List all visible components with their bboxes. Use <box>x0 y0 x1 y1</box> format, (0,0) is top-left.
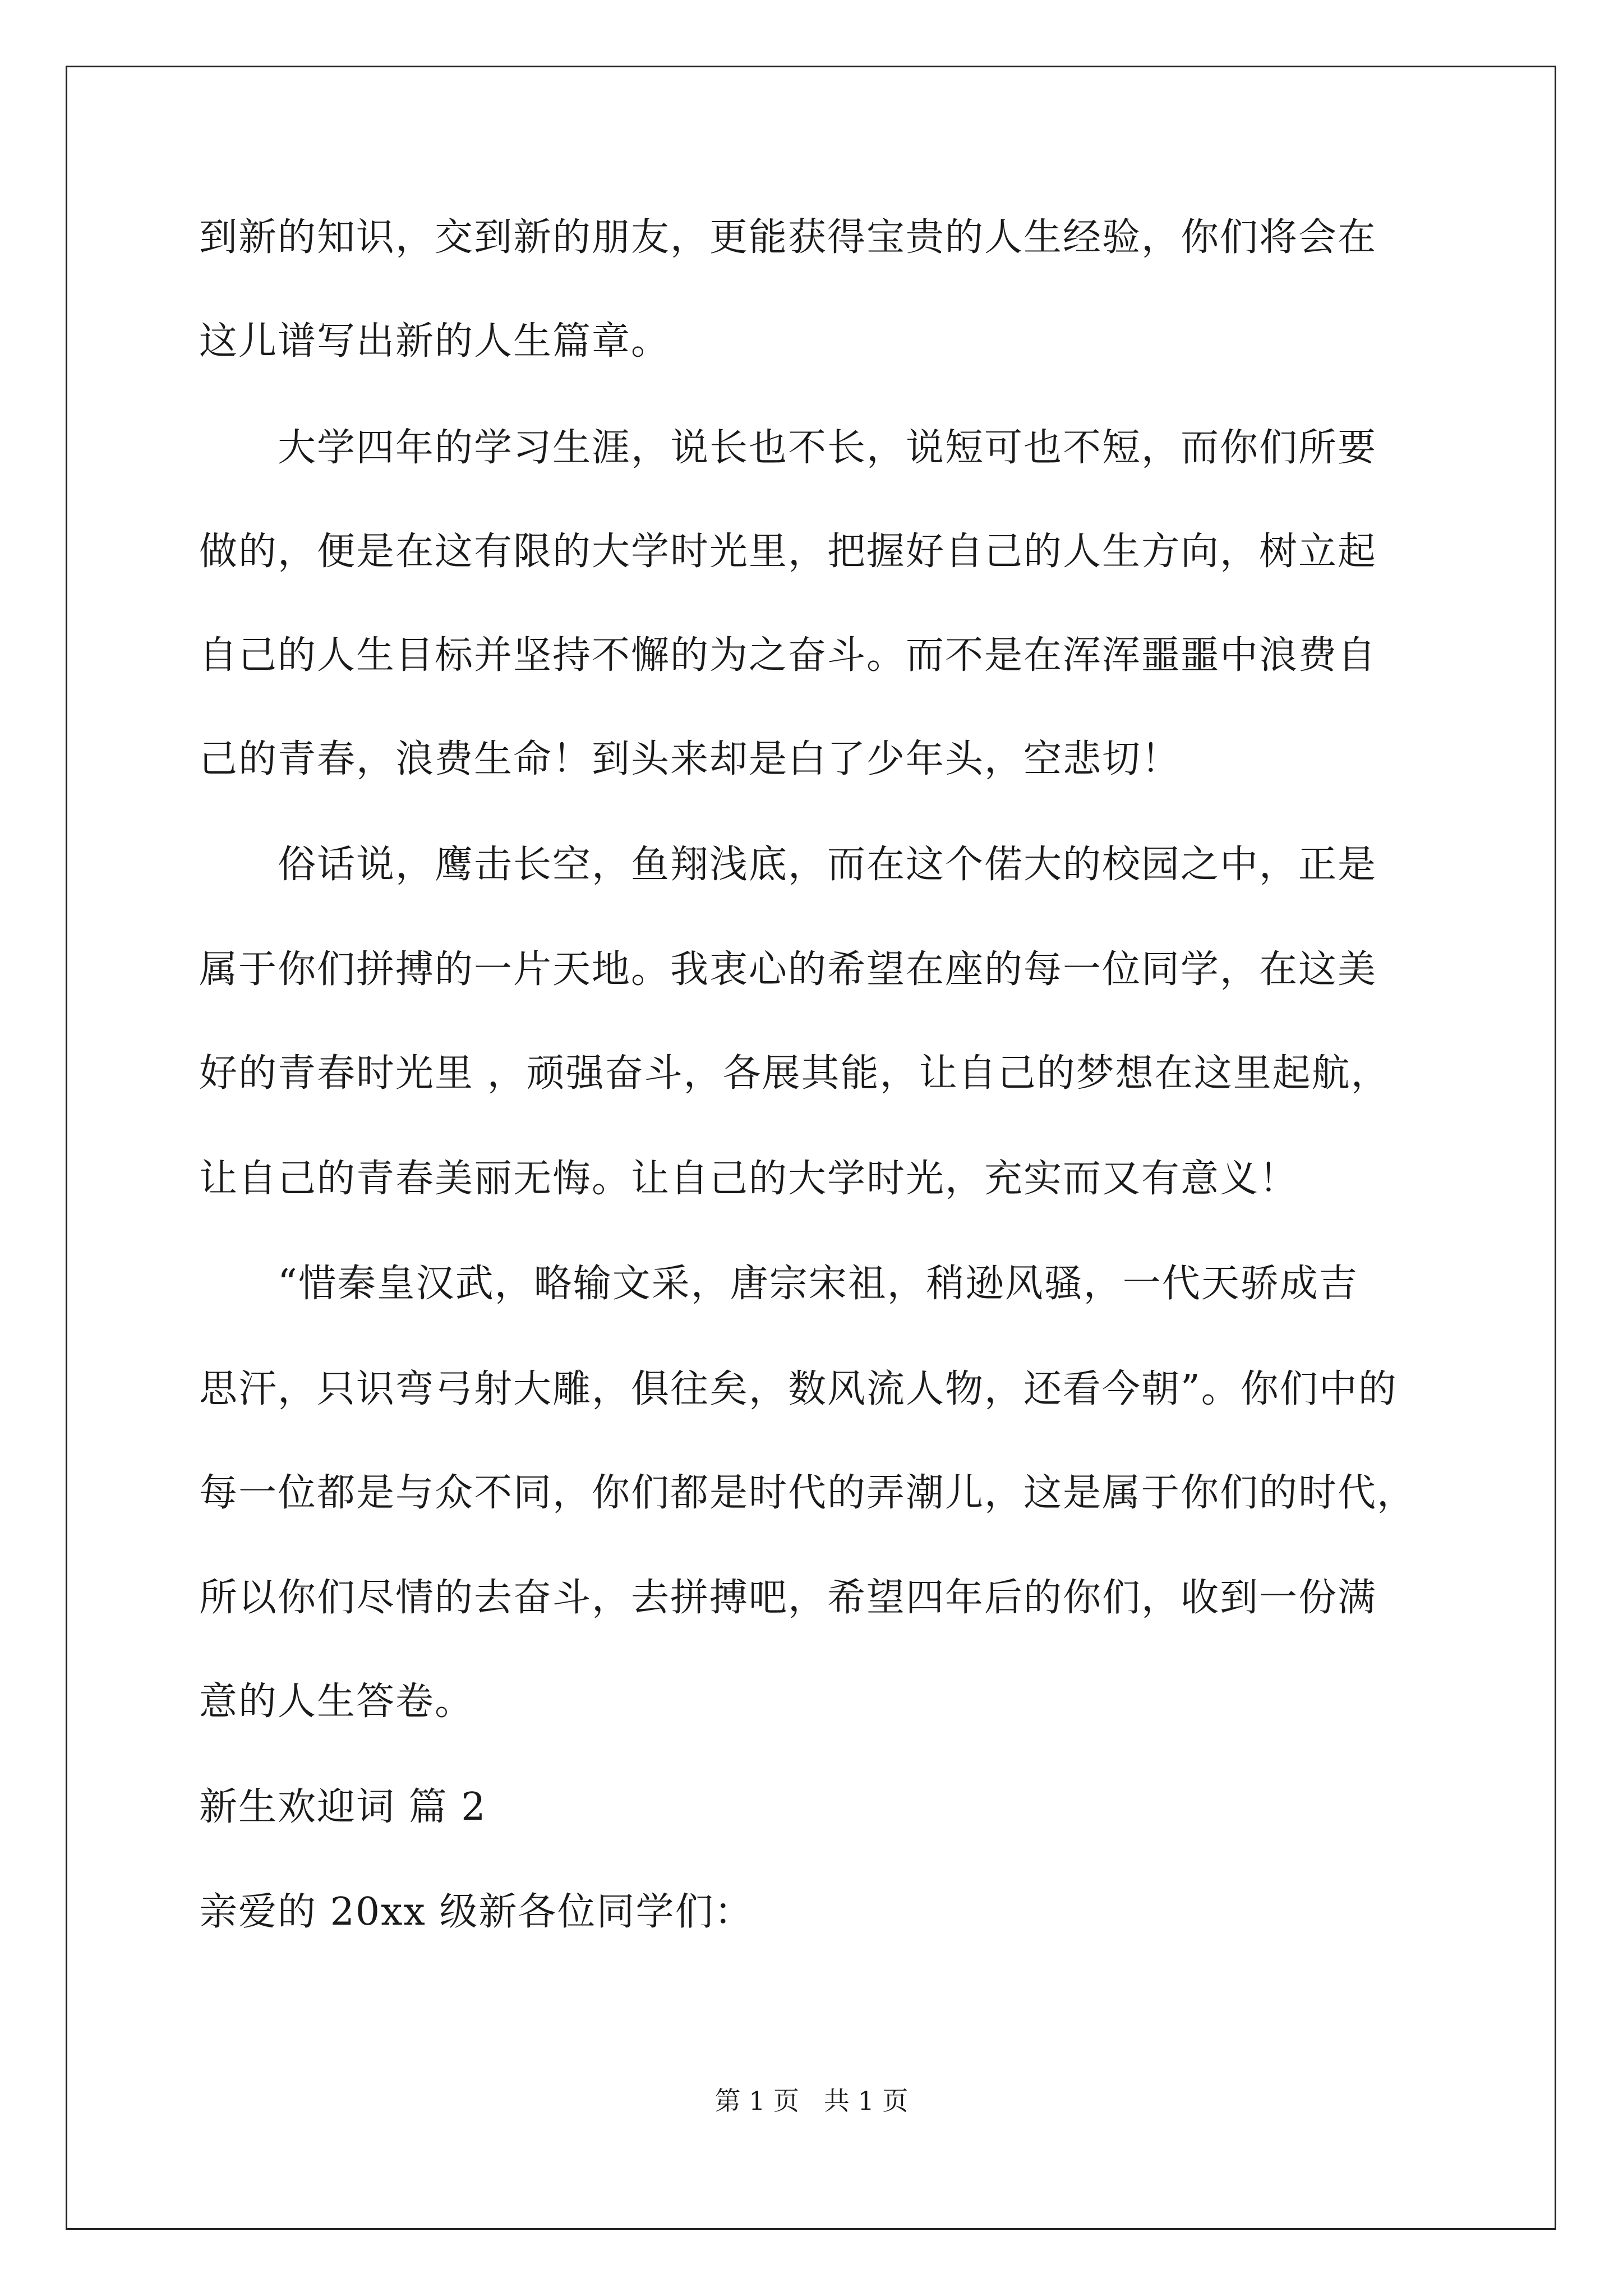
text-line: 好的青春时光里 ，顽强奋斗，各展其能，让自己的梦想在这里起航， <box>199 1051 1390 1096</box>
text-line: 每一位都是与众不同，你们都是时代的弄潮儿，这是属于你们的时代， <box>199 1471 1417 1515</box>
text-line: 大学四年的学习生涯，说长也不长，说短可也不短，而你们所要 <box>199 426 1377 470</box>
text-line: 做的，便是在这有限的大学时光里，把握好自己的人生方向，树立起 <box>199 530 1377 574</box>
text-line: 所以你们尽情的去奋斗，去拼搏吧，希望四年后的你们，收到一份满 <box>199 1576 1377 1620</box>
text-line: “惜秦皇汉武，略输文采，唐宗宋祖，稍逊风骚，一代天骄成吉 <box>199 1262 1358 1306</box>
text-line: 俗话说，鹰击长空，鱼翔浅底，而在这个偌大的校园之中，正是 <box>199 843 1377 887</box>
section-heading: 新生欢迎词 篇 2 <box>199 1785 487 1829</box>
text-line: 思汗，只识弯弓射大雕，俱往矣，数风流人物，还看今朝”。你们中的 <box>199 1367 1398 1411</box>
text-line: 己的青春，浪费生命！到头来却是白了少年头，空悲切！ <box>199 737 1181 781</box>
text-line: 自己的人生目标并坚持不懈的为之奋斗。而不是在浑浑噩噩中浪费自 <box>199 633 1377 678</box>
text-line: 到新的知识，交到新的朋友，更能获得宝贵的人生经验，你们将会在 <box>199 215 1377 260</box>
text-line: 这儿谱写出新的人生篇章。 <box>199 319 671 364</box>
page-footer: 第 1 页 共 1 页 <box>714 2086 909 2116</box>
text-line: 意的人生答卷。 <box>199 1680 474 1724</box>
text-line: 让自己的青春美丽无悔。让自己的大学时光，充实而又有意义！ <box>199 1157 1299 1201</box>
salutation-line: 亲爱的 20xx 级新各位同学们： <box>199 1890 754 1934</box>
text-line: 属于你们拼搏的一片天地。我衷心的希望在座的每一位同学，在这美 <box>199 947 1377 992</box>
